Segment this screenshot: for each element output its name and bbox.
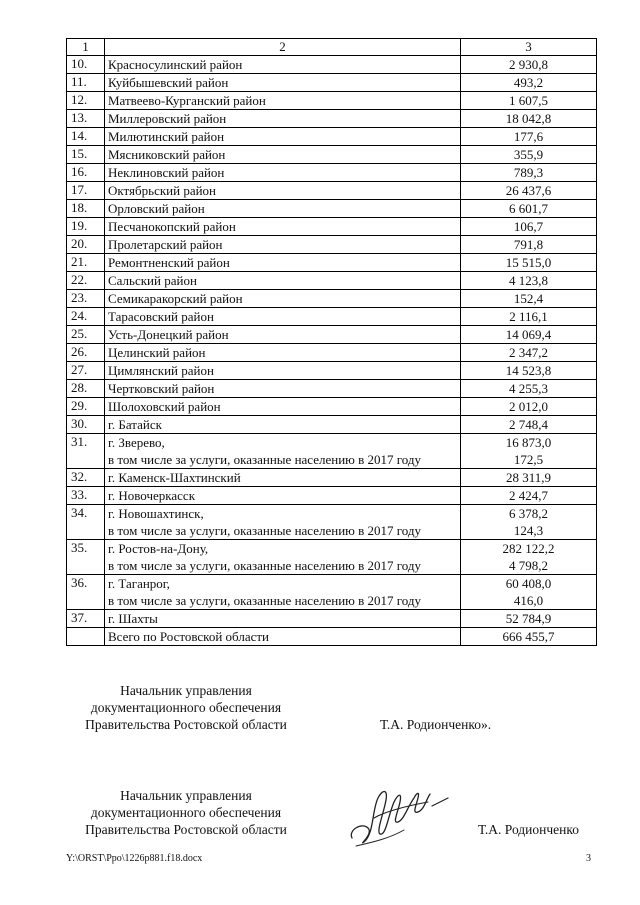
row-number: 16. [67,164,105,182]
handwritten-signature-icon [344,772,454,852]
table-row [67,254,597,272]
district-name [105,540,461,575]
district-name [105,380,461,398]
district-name [105,200,461,218]
table-row [67,92,597,110]
district-name [105,505,461,540]
amount-value [461,92,597,110]
amount-value-line: 2 347,2 [509,345,548,360]
table-row [67,434,597,469]
table-row [67,200,597,218]
amount-value-line: 14 523,8 [505,363,552,378]
amount-value [461,146,597,164]
table-row [67,575,597,610]
amount-value-line: 666 455,7 [502,629,555,644]
district-name-line: Орловский район [108,201,205,216]
row-number: 33. [67,487,105,505]
title-line: Правительства Ростовской области [85,822,287,837]
amount-value-line: 789,3 [513,165,544,180]
table-row [67,362,597,380]
amount-value [461,344,597,362]
table-row [67,182,597,200]
table-row [67,398,597,416]
row-number: 32. [67,469,105,487]
district-name [105,575,461,610]
title-line: Начальник управления [120,788,252,803]
amount-value-line: 4 798,2 [509,558,548,573]
table-row [67,290,597,308]
district-name-line: г. Зверево, [108,435,165,450]
table-row [67,540,597,575]
district-name-line: г. Батайск [108,417,162,432]
amount-value [461,236,597,254]
district-name-line: в том числе за услуги, оказанные населению в 2017 году [108,452,422,467]
row-number: 17. [67,182,105,200]
table-row [67,416,597,434]
row-number: 37. [67,610,105,628]
amount-value-line: 493,2 [513,75,544,90]
amount-value-line: 416,0 [513,593,544,608]
amount-value [461,505,597,540]
district-name [105,164,461,182]
table-row [67,487,597,505]
district-name [105,254,461,272]
amount-value [461,56,597,74]
table-row [67,218,597,236]
row-number: 15. [67,146,105,164]
district-name-line: Целинский район [108,345,206,360]
amount-value-line: 26 437,6 [505,183,552,198]
signature-block-1-title [66,682,306,733]
row-number: 23. [67,290,105,308]
row-number: 28. [67,380,105,398]
district-name [105,236,461,254]
row-number: 27. [67,362,105,380]
amount-value [461,416,597,434]
amount-value-line: 14 069,4 [505,327,552,342]
district-name-line: Шолоховский район [108,399,221,414]
district-name-line: в том числе за услуги, оказанные населению в 2017 году [108,593,422,608]
district-name-line: Усть-Донецкий район [108,327,229,342]
row-number: 11. [67,74,105,92]
district-name-line: в том числе за услуги, оказанные населению в 2017 году [108,558,422,573]
amount-value [461,272,597,290]
amount-value-line: 15 515,0 [505,255,552,270]
row-number: 13. [67,110,105,128]
amount-value-line: 124,3 [513,523,544,538]
amount-value-line: 2 012,0 [509,399,548,414]
amount-value-line: 4 123,8 [509,273,548,288]
table-body [67,56,597,646]
amount-value-line: 52 784,9 [505,611,552,626]
district-name [105,218,461,236]
table-row [67,128,597,146]
amount-value [461,200,597,218]
row-number: 18. [67,200,105,218]
table-row [67,380,597,398]
table-row [67,272,597,290]
signature-block-2-name: Т.А. Родионченко [478,822,579,837]
footer-file-path: Y:\ORST\Ppo\1226p881.f18.docx [66,853,203,864]
district-name [105,398,461,416]
amount-value [461,434,597,469]
title-line: Начальник управления [120,683,252,698]
amount-value [461,308,597,326]
table-row [67,74,597,92]
row-number: 24. [67,308,105,326]
table-row [67,146,597,164]
district-name-line: в том числе за услуги, оказанные населению в 2017 году [108,523,422,538]
amount-value [461,326,597,344]
district-name-line: г. Новочеркасск [108,488,196,503]
district-name-line: Семикаракорский район [108,291,243,306]
district-name [105,610,461,628]
amount-value-line: 106,7 [513,219,544,234]
district-name-line: г. Ростов-на-Дону, [108,541,209,556]
amount-value-line: 60 408,0 [505,576,552,591]
row-number: 14. [67,128,105,146]
district-name-line: Миллеровский район [108,111,227,126]
district-name [105,416,461,434]
row-number: 29. [67,398,105,416]
amount-value-line: 6 601,7 [509,201,548,216]
amount-value [461,128,597,146]
row-number: 35. [67,540,105,575]
table-row [67,236,597,254]
signature-block-2-title [66,787,306,838]
district-name [105,182,461,200]
amount-value-line: 2 116,1 [509,309,548,324]
table-row [67,308,597,326]
district-name-line: г. Таганрог, [108,576,170,591]
footer-page-number: 3 [586,853,591,864]
district-name-line: Красносулинский район [108,57,243,72]
row-number: 12. [67,92,105,110]
table-row [67,610,597,628]
amount-value [461,487,597,505]
amount-value [461,290,597,308]
district-name [105,128,461,146]
district-name-line: Пролетарский район [108,237,223,252]
district-name [105,344,461,362]
district-name-line: Куйбышевский район [108,75,229,90]
amount-value [461,254,597,272]
row-number: 10. [67,56,105,74]
header-col-1: 1 [67,39,105,56]
title-line: Правительства Ростовской области [85,717,287,732]
amount-value-line: 355,9 [513,147,544,162]
amount-value-line: 172,5 [513,452,544,467]
row-number [67,628,105,646]
district-name [105,628,461,646]
district-name [105,434,461,469]
district-name [105,110,461,128]
amount-value-line: 282 122,2 [502,541,555,556]
amount-value [461,182,597,200]
district-name-line: Всего по Ростовской области [108,629,269,644]
district-name-line: Сальский район [108,273,197,288]
amount-value [461,362,597,380]
amount-value-line: 2 930,8 [509,57,548,72]
table-row [67,110,597,128]
district-name-line: Тарасовский район [108,309,214,324]
amount-value [461,110,597,128]
row-number: 20. [67,236,105,254]
amount-value [461,575,597,610]
district-name [105,272,461,290]
row-number: 25. [67,326,105,344]
title-line: документационного обеспечения [90,805,282,820]
signature-block-1-name: Т.А. Родионченко». [380,717,492,732]
row-number: 21. [67,254,105,272]
table-header-row [67,39,597,56]
amount-value-line: 1 607,5 [509,93,548,108]
row-number: 31. [67,434,105,469]
header-col-3: 3 [461,39,597,56]
district-name [105,146,461,164]
district-name-line: г. Шахты [108,611,158,626]
district-name-line: Матвеево-Курганский район [108,93,266,108]
amount-value [461,398,597,416]
amount-value [461,164,597,182]
district-name-line: Неклиновский район [108,165,225,180]
title-line: документационного обеспечения [90,700,282,715]
district-name-line: г. Новошахтинск, [108,506,204,521]
amount-value-line: 152,4 [513,291,544,306]
district-name-line: Чертковский район [108,381,215,396]
amount-value-line: 2 748,4 [509,417,548,432]
row-number: 22. [67,272,105,290]
district-name [105,74,461,92]
district-name [105,308,461,326]
amount-value-line: 177,6 [513,129,544,144]
district-name [105,92,461,110]
district-name [105,56,461,74]
table-row [67,56,597,74]
district-name [105,326,461,344]
amount-value [461,628,597,646]
amount-value [461,610,597,628]
amount-value-line: 28 311,9 [505,470,552,485]
row-number: 36. [67,575,105,610]
amount-value [461,380,597,398]
table-row [67,344,597,362]
district-name-line: Песчанокопский район [108,219,236,234]
row-number: 19. [67,218,105,236]
district-name-line: Мясниковский район [108,147,226,162]
amount-value [461,74,597,92]
row-number: 30. [67,416,105,434]
amount-value-line: 791,8 [513,237,544,252]
district-name [105,290,461,308]
table-row [67,326,597,344]
amount-value [461,218,597,236]
row-number: 26. [67,344,105,362]
district-name-line: Октябрьский район [108,183,216,198]
district-name-line: г. Каменск-Шахтинский [108,470,241,485]
row-number: 34. [67,505,105,540]
district-name-line: Милютинский район [108,129,225,144]
amount-value [461,469,597,487]
district-name [105,469,461,487]
data-table [66,38,597,646]
amount-value-line: 6 378,2 [509,506,548,521]
amount-value-line: 16 873,0 [505,435,552,450]
amount-value [461,540,597,575]
table-row [67,469,597,487]
table-row [67,164,597,182]
table-row [67,628,597,646]
district-name-line: Цимлянский район [108,363,214,378]
header-col-2: 2 [105,39,461,56]
amount-value-line: 18 042,8 [505,111,552,126]
district-name-line: Ремонтненский район [108,255,230,270]
amount-value-line: 4 255,3 [509,381,548,396]
amount-value-line: 2 424,7 [509,488,548,503]
district-name [105,362,461,380]
district-name [105,487,461,505]
table-row [67,505,597,540]
